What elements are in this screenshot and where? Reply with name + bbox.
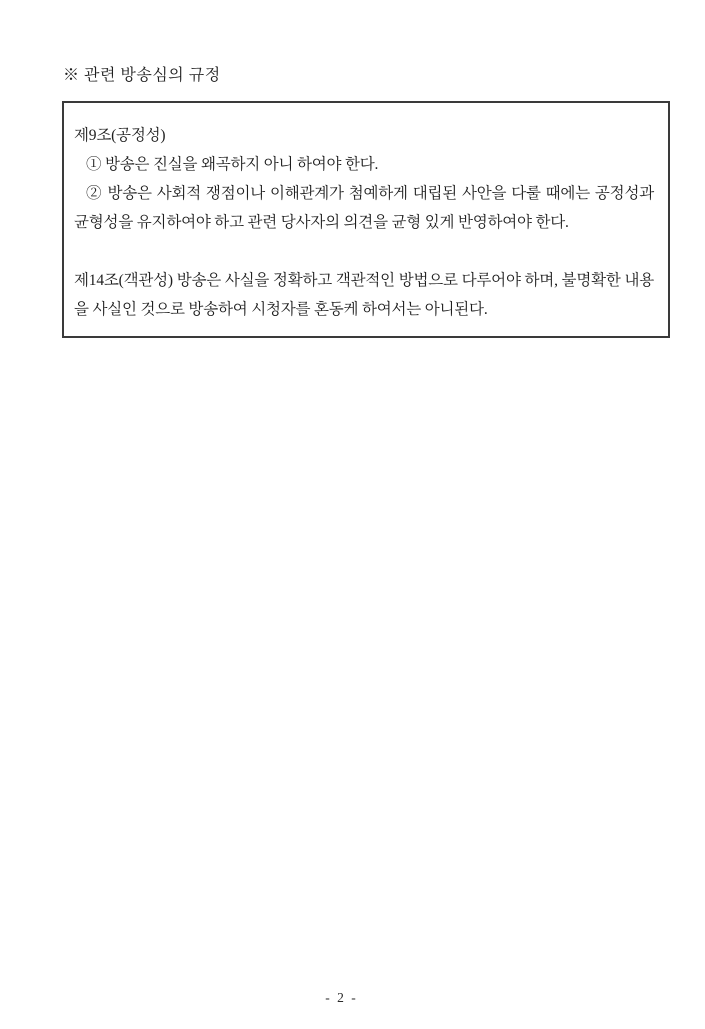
article9-clause2: ② 방송은 사회적 쟁점이나 이해관계가 첨예하게 대립된 사안을 다룰 때에는 공정성과 균형성을 유지하여야 하고 관련 당사자의 의견을 균형 있게 반영하여야 한다. bbox=[74, 185, 654, 231]
article9-title: 제9조(공정성) bbox=[74, 127, 166, 144]
article14-text: 제14조(객관성) 방송은 사실을 정확하고 객관적인 방법으로 다루어야 하며, 불명확한 내용을 사실인 것으로 방송하여 시청자를 혼동케 하여서는 아니된다. bbox=[74, 272, 654, 318]
page-number: - 2 - bbox=[325, 990, 358, 1005]
article9-clause1: ① 방송은 진실을 왜곡하지 아니 하여야 한다. bbox=[86, 156, 379, 173]
section-heading: ※ 관련 방송심의 규정 bbox=[63, 67, 221, 84]
regulation-box bbox=[62, 101, 670, 338]
